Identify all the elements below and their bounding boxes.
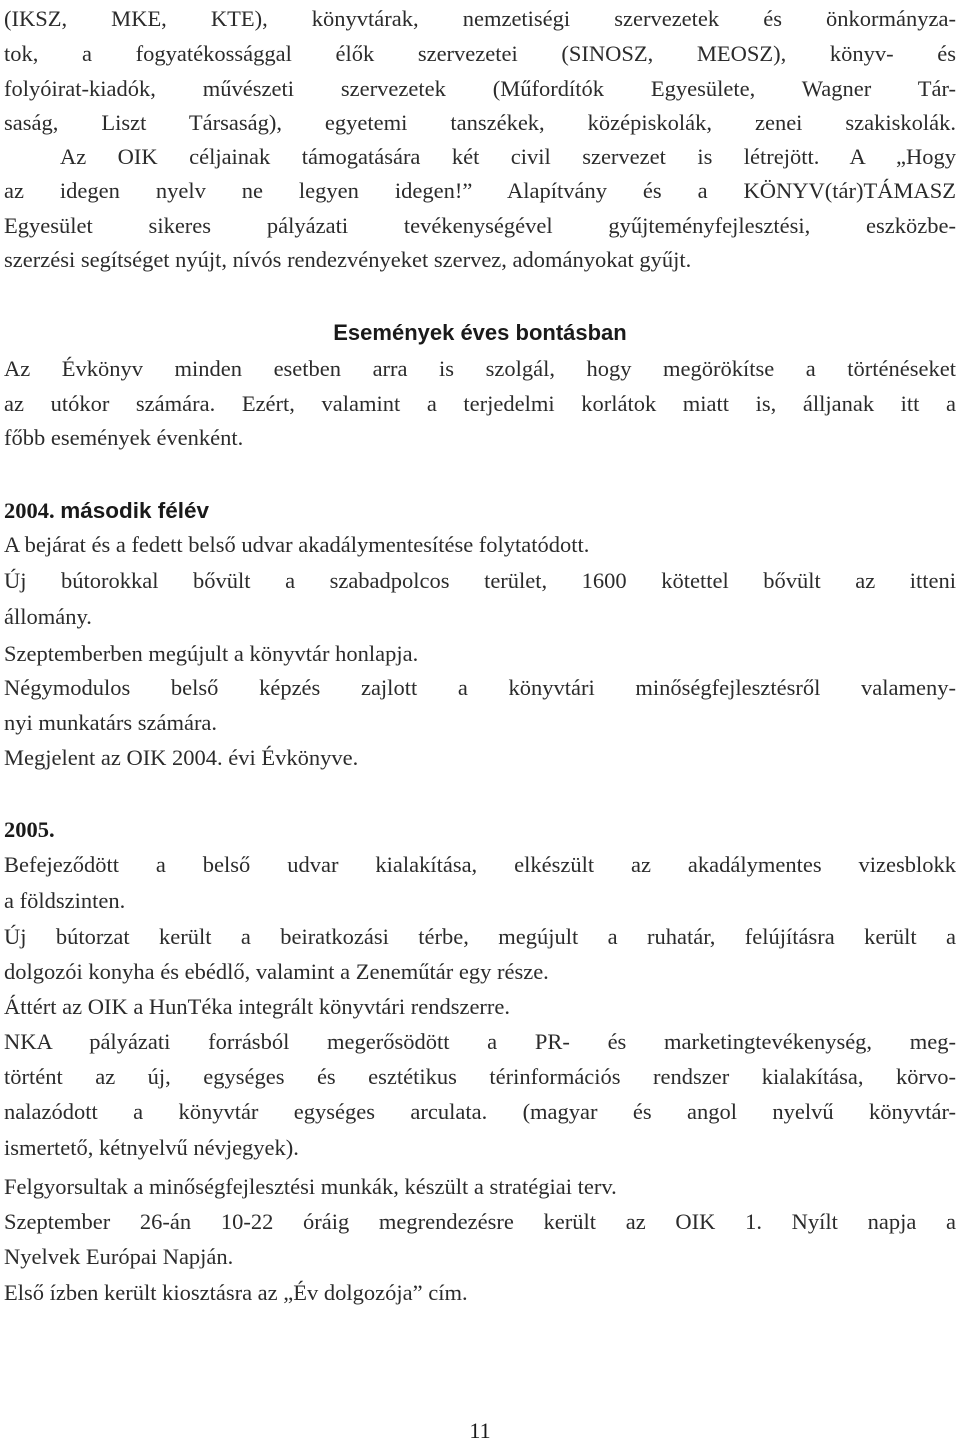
event-line: ismertető, kétnyelvű névjegyek). xyxy=(4,1135,299,1160)
event-line: NKA pályázati forrásból megerősödött a PR- és marketingtevékenység, meg- xyxy=(4,1029,956,1054)
year-label: 2004. xyxy=(4,498,55,523)
year-heading-2005: 2005. xyxy=(4,817,55,842)
event-line: nyi munkatárs számára. xyxy=(4,710,218,735)
intro-line: (IKSZ, MKE, KTE), könyvtárak, nemzetiségi szervezetek és önkormányza- xyxy=(4,6,956,31)
year-heading-2004 xyxy=(4,494,956,527)
event-line: Befejeződött a belső udvar kialakítása, elkészült az akadálymentes vizesblokk xyxy=(4,852,956,877)
event-line: A bejárat és a fedett belső udvar akadálymentesítése folytatódott. xyxy=(4,532,590,557)
section-text-line: az utókor számára. Ezért, valamint a terjedelmi korlátok miatt is, álljanak itt a xyxy=(4,391,956,416)
event-line: a földszinten. xyxy=(4,888,126,913)
event-line: Négymodulos belső képzés zajlott a könyvtári minőségfejlesztésről valameny- xyxy=(4,675,956,700)
event-line: Szeptemberben megújult a könyvtár honlapja. xyxy=(4,641,419,666)
section-text-line: főbb események évenként. xyxy=(4,425,244,450)
intro-line: szerzési segítséget nyújt, nívós rendezvényeket szervez, adományokat gyűjt. xyxy=(4,247,692,272)
event-line: állomány. xyxy=(4,604,92,629)
intro-line: saság, Liszt Társaság), egyetemi tanszékek, középiskolák, zenei szakiskolák. xyxy=(4,110,956,135)
event-line: Új bútorzat került a beiratkozási térbe, megújult a ruhatár, felújításra került a xyxy=(4,924,956,949)
event-line: Megjelent az OIK 2004. évi Évkönyve. xyxy=(4,745,359,770)
event-line: Felgyorsultak a minőségfejlesztési munkák, készült a stratégiai terv. xyxy=(4,1174,617,1199)
section-heading: Események éves bontásban xyxy=(333,320,627,345)
event-line: Új bútorokkal bővült a szabadpolcos terület, 1600 kötettel bővült az itteni xyxy=(4,568,956,593)
intro-line: tok, a fogyatékossággal élők szervezetei (SINOSZ, MEOSZ), könyv- és xyxy=(4,41,956,66)
intro-line: Egyesület sikeres pályázati tevékenységével gyűjteményfejlesztési, eszközbe- xyxy=(4,213,956,238)
event-line: Nyelvek Európai Napján. xyxy=(4,1244,234,1269)
section-text-line: Az Évkönyv minden esetben arra is szolgál, hogy megörökítse a történéseket xyxy=(4,356,956,381)
event-line: dolgozói konyha és ebédlő, valamint a Zeneműtár egy része. xyxy=(4,959,549,984)
event-line: nalazódott a könyvtár egységes arculata. (magyar és angol nyelvű könyvtár- xyxy=(4,1099,956,1124)
event-line: történt az új, egységes és esztétikus térinformációs rendszer kialakítása, körvo- xyxy=(4,1064,956,1089)
event-line: Szeptember 26-án 10-22 óráig megrendezésre került az OIK 1. Nyílt napja a xyxy=(4,1209,956,1234)
intro-line: Az OIK céljainak támogatására két civil szervezet is létrejött. A „Hogy xyxy=(60,144,956,169)
event-line: Első ízben került kiosztásra az „Év dolgozója” cím. xyxy=(4,1280,468,1305)
intro-line: folyóirat-kiadók, művészeti szervezetek (Műfordítók Egyesülete, Wagner Tár- xyxy=(4,76,956,101)
period-label: második félév xyxy=(60,498,210,523)
event-line: Áttért az OIK a HunTéka integrált könyvtári rendszerre. xyxy=(4,994,511,1019)
intro-line: az idegen nyelv ne legyen idegen!” Alapítvány és a KÖNYV(tár)TÁMASZ xyxy=(4,178,956,203)
page-number: 11 xyxy=(469,1418,491,1443)
